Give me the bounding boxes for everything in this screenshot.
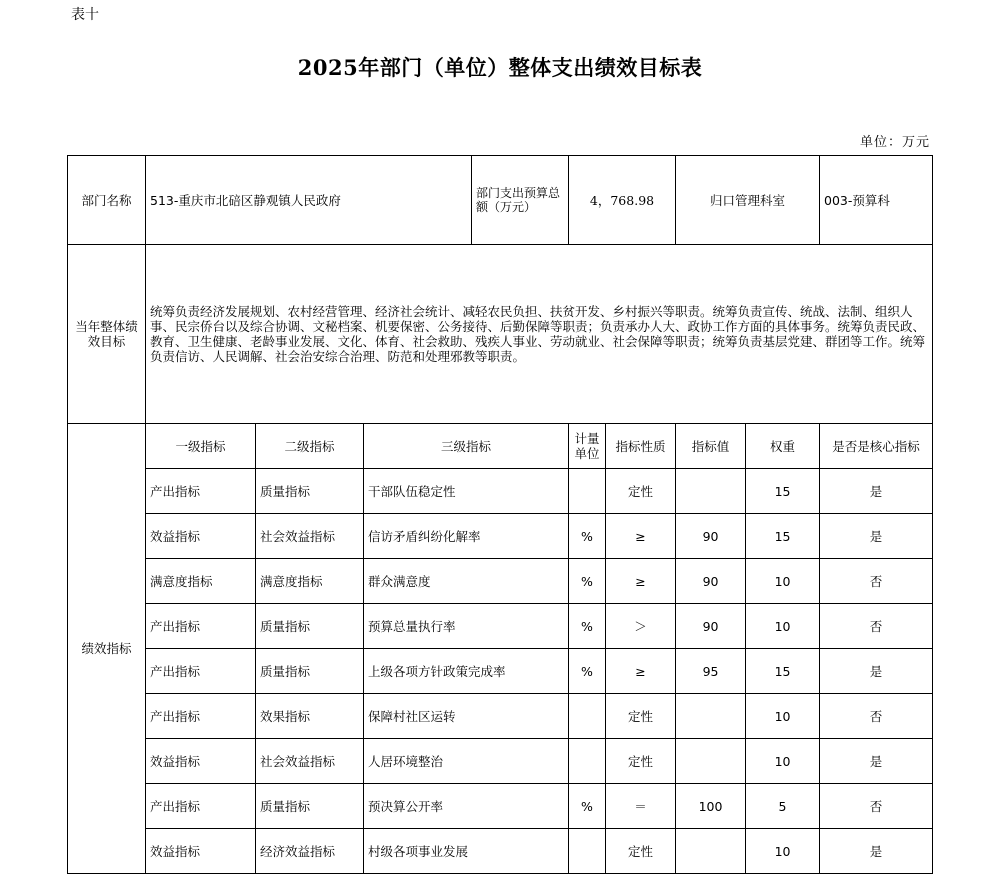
total-budget-value: 4，768.98 xyxy=(569,156,676,245)
core-cell: 是 xyxy=(820,739,933,784)
col-header-level2: 二级指标 xyxy=(256,424,364,469)
weight-cell: 15 xyxy=(746,469,820,514)
value-cell xyxy=(676,694,746,739)
dept-info-row xyxy=(68,156,933,245)
value-cell: 90 xyxy=(676,559,746,604)
level1-cell: 满意度指标 xyxy=(146,559,256,604)
level1-cell: 效益指标 xyxy=(146,829,256,874)
goal-row xyxy=(68,245,933,424)
col-header-nature: 指标性质 xyxy=(606,424,676,469)
level1-cell: 效益指标 xyxy=(146,739,256,784)
weight-cell: 10 xyxy=(746,604,820,649)
goal-text: 统筹负责经济发展规划、农村经营管理、经济社会统计、减轻农民负担、扶贫开发、乡村振兴等职责。统筹负责宣传、统战、法制、组织人事、民宗侨台以及综合协调、文秘档案、机要保密、公务接待、后勤保障等职责；负责承办人大、政协工作方面的具体事务。统筹负责民政、教育、卫生健康、老龄事业发展、文化、体育、社会救助、残疾人事业、劳动就业、社会保障等职责；统筹负责基层党建、群团等工作。统筹负责信访、人民调解、社会治安综合治理、防范和处理邪教等职责。 xyxy=(146,245,933,424)
table-row xyxy=(68,739,933,784)
value-cell: 90 xyxy=(676,604,746,649)
level3-cell: 上级各项方针政策完成率 xyxy=(364,649,569,694)
col-header-core: 是否是核心指标 xyxy=(820,424,933,469)
total-budget-label: 部门支出预算总额（万元） xyxy=(472,156,569,245)
level3-cell: 预决算公开率 xyxy=(364,784,569,829)
unit-cell: % xyxy=(569,649,606,694)
core-cell: 是 xyxy=(820,469,933,514)
level2-cell: 质量指标 xyxy=(256,649,364,694)
nature-cell: 定性 xyxy=(606,739,676,784)
level2-cell: 质量指标 xyxy=(256,604,364,649)
indicators-label: 绩效指标 xyxy=(68,424,146,874)
col-header-unit: 计量单位 xyxy=(569,424,606,469)
nature-cell: ≥ xyxy=(606,649,676,694)
weight-cell: 15 xyxy=(746,514,820,559)
unit-cell: % xyxy=(569,559,606,604)
unit-cell xyxy=(569,739,606,784)
level2-cell: 经济效益指标 xyxy=(256,829,364,874)
unit-cell: % xyxy=(569,604,606,649)
weight-cell: 10 xyxy=(746,559,820,604)
table-row xyxy=(68,514,933,559)
weight-cell: 10 xyxy=(746,739,820,784)
level3-cell: 保障村社区运转 xyxy=(364,694,569,739)
value-cell: 100 xyxy=(676,784,746,829)
unit-cell xyxy=(569,694,606,739)
nature-cell: ＞ xyxy=(606,604,676,649)
level3-cell: 村级各项事业发展 xyxy=(364,829,569,874)
indicator-header-row xyxy=(68,424,933,469)
nature-cell: 定性 xyxy=(606,829,676,874)
weight-cell: 5 xyxy=(746,784,820,829)
nature-cell: ≥ xyxy=(606,514,676,559)
performance-target-table xyxy=(67,155,933,874)
table-row xyxy=(68,604,933,649)
value-cell: 95 xyxy=(676,649,746,694)
level1-cell: 产出指标 xyxy=(146,649,256,694)
unit-cell: % xyxy=(569,784,606,829)
value-cell xyxy=(676,739,746,784)
table-number-label: 表十 xyxy=(71,7,99,23)
level3-cell: 信访矛盾纠纷化解率 xyxy=(364,514,569,559)
level2-cell: 效果指标 xyxy=(256,694,364,739)
weight-cell: 10 xyxy=(746,829,820,874)
nature-cell: 定性 xyxy=(606,694,676,739)
unit-cell xyxy=(569,469,606,514)
nature-cell: ≥ xyxy=(606,559,676,604)
core-cell: 否 xyxy=(820,694,933,739)
level3-cell: 预算总量执行率 xyxy=(364,604,569,649)
mgmt-office-value: 003-预算科 xyxy=(820,156,933,245)
nature-cell: ＝ xyxy=(606,784,676,829)
col-header-value: 指标值 xyxy=(676,424,746,469)
level3-cell: 干部队伍稳定性 xyxy=(364,469,569,514)
level2-cell: 社会效益指标 xyxy=(256,514,364,559)
level1-cell: 产出指标 xyxy=(146,784,256,829)
value-cell xyxy=(676,469,746,514)
core-cell: 是 xyxy=(820,649,933,694)
table-row xyxy=(68,829,933,874)
level1-cell: 产出指标 xyxy=(146,469,256,514)
level3-cell: 群众满意度 xyxy=(364,559,569,604)
goal-label: 当年整体绩效目标 xyxy=(68,245,146,424)
level2-cell: 质量指标 xyxy=(256,469,364,514)
value-cell xyxy=(676,829,746,874)
table-row xyxy=(68,559,933,604)
level1-cell: 产出指标 xyxy=(146,694,256,739)
table-row xyxy=(68,649,933,694)
level2-cell: 满意度指标 xyxy=(256,559,364,604)
table-row xyxy=(68,469,933,514)
unit-cell xyxy=(569,829,606,874)
dept-name-label: 部门名称 xyxy=(68,156,146,245)
col-header-weight: 权重 xyxy=(746,424,820,469)
table-row xyxy=(68,784,933,829)
core-cell: 否 xyxy=(820,604,933,649)
level2-cell: 质量指标 xyxy=(256,784,364,829)
value-cell: 90 xyxy=(676,514,746,559)
unit-cell: % xyxy=(569,514,606,559)
mgmt-office-label: 归口管理科室 xyxy=(676,156,820,245)
unit-note: 单位：万元 xyxy=(859,135,930,150)
col-header-level3: 三级指标 xyxy=(364,424,569,469)
level3-cell: 人居环境整治 xyxy=(364,739,569,784)
level2-cell: 社会效益指标 xyxy=(256,739,364,784)
core-cell: 是 xyxy=(820,514,933,559)
dept-name-value: 513-重庆市北碚区静观镇人民政府 xyxy=(146,156,472,245)
page-title: 2025年部门（单位）整体支出绩效目标表 xyxy=(297,55,703,80)
core-cell: 否 xyxy=(820,559,933,604)
level1-cell: 产出指标 xyxy=(146,604,256,649)
weight-cell: 15 xyxy=(746,649,820,694)
col-header-level1: 一级指标 xyxy=(146,424,256,469)
nature-cell: 定性 xyxy=(606,469,676,514)
core-cell: 否 xyxy=(820,784,933,829)
level1-cell: 效益指标 xyxy=(146,514,256,559)
weight-cell: 10 xyxy=(746,694,820,739)
table-row xyxy=(68,694,933,739)
core-cell: 是 xyxy=(820,829,933,874)
